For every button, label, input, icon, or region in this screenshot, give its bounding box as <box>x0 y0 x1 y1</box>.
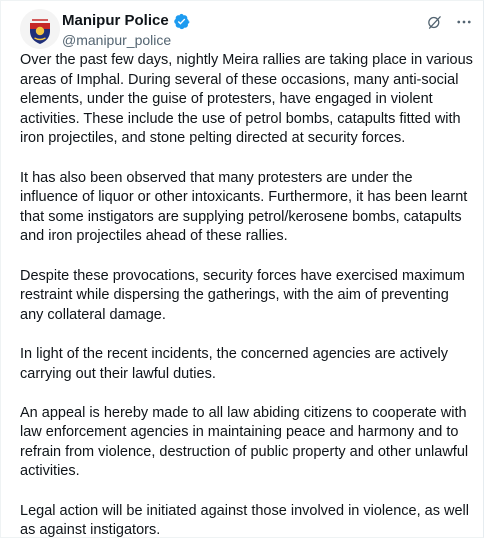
tweet-paragraph: Legal action will be initiated against those involved in violence, as well as against instigators. <box>20 502 469 538</box>
verified-badge-icon <box>173 13 190 30</box>
tweet-actions <box>425 13 473 31</box>
tweet-text <box>20 51 473 538</box>
avatar[interactable] <box>20 9 60 49</box>
tweet-paragraph: An appeal is hereby made to all law abiding citizens to cooperate with law enforcement agencies in maintaining peace and harmony and to refrain from violence, destruction of public property and other unlawful activities. <box>20 404 469 480</box>
tweet-paragraph: Over the past few days, nightly Meira rallies are taking place in various areas of Imphal. During several of these occasions, many anti-social elements, under the guise of protesters, have engaged in violent activities. These include the use of petrol bombs, catapults fitted with iron projectiles, and stone pelting directed at security forces. <box>20 52 473 147</box>
author-display-name[interactable]: Manipur Police <box>62 12 169 29</box>
author-handle[interactable]: @manipur_police <box>62 32 172 48</box>
tweet-header <box>20 1 473 53</box>
author-identity <box>62 12 190 49</box>
tweet-paragraph: In light of the recent incidents, the concerned agencies are actively carrying out their lawful duties. <box>20 345 449 382</box>
grok-icon[interactable] <box>425 13 443 31</box>
tweet-paragraph: It has also been observed that many protesters are under the influence of liquor or other intoxicants. Furthermore, it has been learnt that some instigators are supplying petrol/kerosene bombs, catapults and iron projectiles ahead of these rallies. <box>20 169 468 245</box>
manipur-police-emblem-icon <box>20 9 60 49</box>
tweet-paragraph: Despite these provocations, security forces have exercised maximum restraint while dispersing the gatherings, with the aim of preventing any collateral damage. <box>20 267 465 323</box>
name-row <box>62 12 190 30</box>
more-icon[interactable] <box>455 13 473 31</box>
